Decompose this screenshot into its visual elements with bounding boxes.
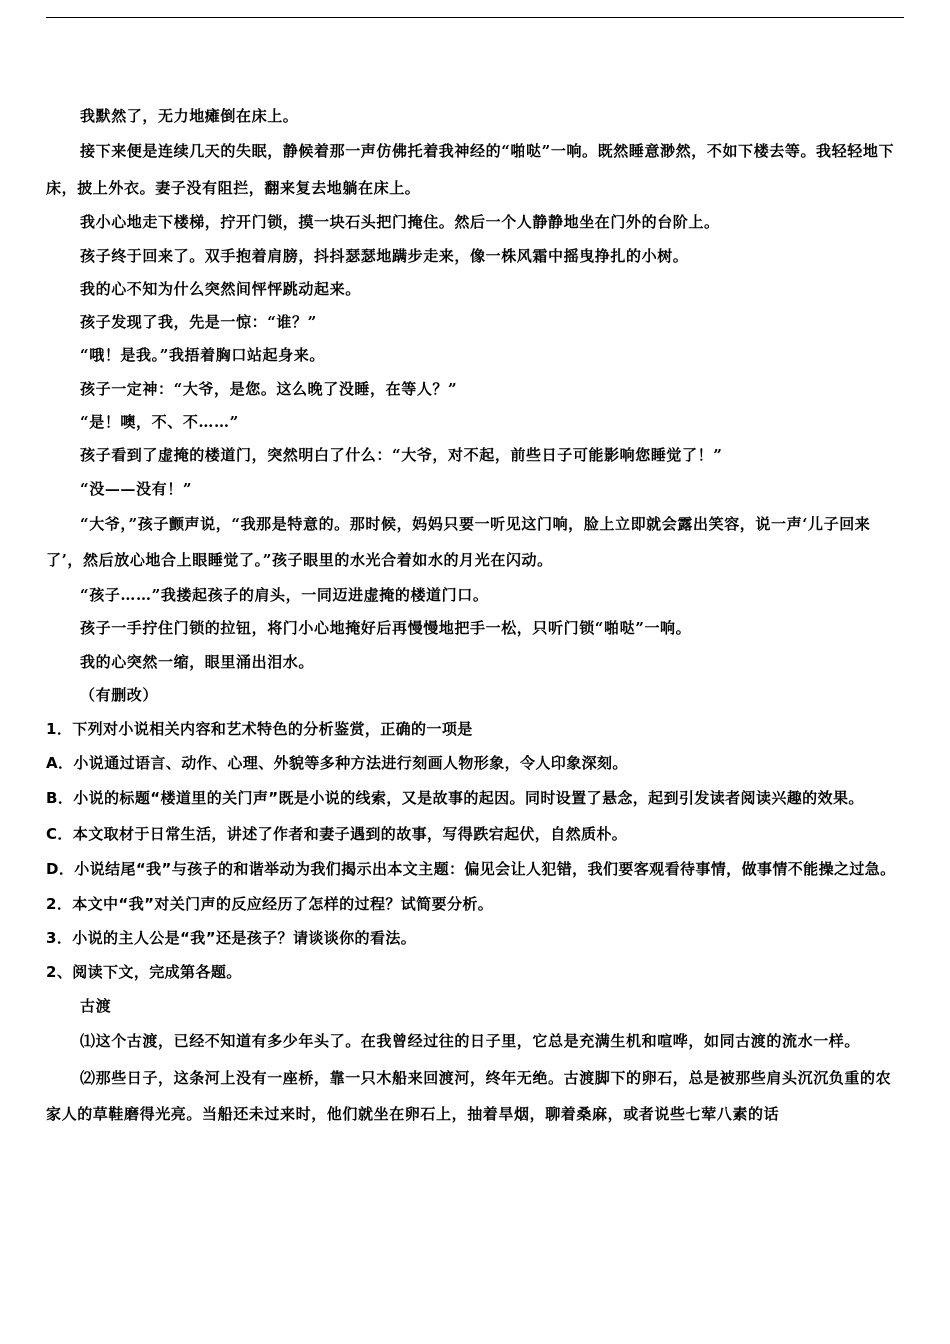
option-d: D．小说结尾“我”与孩子的和谐举动为我们揭示出本文主题：偏见会让人犯错，我们要客观看待事情，做事情不能操之过急。 <box>46 859 896 878</box>
header-rule <box>46 17 904 18</box>
story-paragraph: 孩子一手拧住门锁的拉钮，将门小心地掩好后再慢慢地把手一松，只听门锁“啪哒”一响。 <box>80 619 692 638</box>
section-2-paragraph: ⑴这个古渡，已经不知道有多少年头了。在我曾经过往的日子里，它总是充满生机和喧哗，如同古渡的流水一样。 <box>80 1032 861 1051</box>
question-1-stem: 1．下列对小说相关内容和艺术特色的分析鉴赏，正确的一项是 <box>46 720 473 739</box>
story-paragraph: 接下来便是连续几天的失眠，静候着那一声仿佛托着我神经的“啪哒”一响。既然睡意渺然，不如下楼去等。我轻轻地下床，披上外衣。妻子没有阻拦，翻来复去地躺在床上。 <box>46 142 895 197</box>
story-paragraph: 孩子一定神：“大爷，是您。这么晚了没睡，在等人？” <box>80 379 458 398</box>
option-c: C．本文取材于日常生活，讲述了作者和妻子遇到的故事，写得跌宕起伏，自然质朴。 <box>46 824 628 843</box>
section-2-text <box>46 989 904 1133</box>
story-paragraph: 孩子看到了虚掩的楼道门，突然明白了什么：“大爷，对不起，前些日子可能影响您睡觉了！” <box>80 446 723 465</box>
story-paragraph: 我的心不知为什么突然间怦怦跳动起来。 <box>80 279 361 298</box>
story-paragraph: 我默然了，无力地瘫倒在床上。 <box>80 107 299 125</box>
section-2-heading: 2、阅读下文，完成第各题。 <box>46 963 242 982</box>
story-paragraph: “孩子……”我搂起孩子的肩头，一同迈进虚掩的楼道门口。 <box>80 585 489 604</box>
option-a: A．小说通过语言、动作、心理、外貌等多种方法进行刻画人物形象，令人印象深刻。 <box>46 754 628 773</box>
section-2-paragraph: ⑵那些日子，这条河上没有一座桥，靠一只木船来回渡河，终年无绝。古渡脚下的卵石，总是被那些肩头沉沉负重的农家人的草鞋磨得光亮。当船还未过来时，他们就坐在卵石上，抽着旱烟，聊着桑麻，或者说些七荤八素的话 <box>46 1068 892 1124</box>
story-text <box>46 100 904 712</box>
story-paragraph: “是！噢，不、不……” <box>80 413 239 432</box>
story-paragraph: “没——没有！” <box>80 479 193 498</box>
source-note: （有删改） <box>80 685 159 704</box>
section-2-title: 古渡 <box>80 997 112 1016</box>
option-b: B．小说的标题“楼道里的关门声”既是小说的线索，又是故事的起因。同时设置了悬念，起到引发读者阅读兴趣的效果。 <box>46 789 864 808</box>
question-3: 3．小说的主人公是“我”还是孩子？请谈谈你的看法。 <box>46 929 417 948</box>
story-paragraph: 孩子发现了我，先是一惊：“谁？” <box>80 313 317 332</box>
story-paragraph: “哦！是我。”我捂着胸口站起身来。 <box>80 346 325 365</box>
page-content <box>46 100 904 1133</box>
story-paragraph: 我小心地走下楼梯，拧开门锁，摸一块石头把门掩住。然后一个人静静地坐在门外的台阶上。 <box>80 213 720 232</box>
story-paragraph: 我的心突然一缩，眼里涌出泪水。 <box>80 652 315 671</box>
question-2: 2．本文中“我”对关门声的反应经历了怎样的过程？试简要分析。 <box>46 895 494 914</box>
question-block <box>46 712 904 989</box>
story-paragraph: “大爷，”孩子颤声说，“我那是特意的。那时候，妈妈只要一听见这门响，脸上立即就会露出笑容，说一声‘儿子回来了’，然后放心地合上眼睡觉了。”孩子眼里的水光合着如水的月光在闪动。 <box>46 514 871 570</box>
story-paragraph: 孩子终于回来了。双手抱着肩膀，抖抖瑟瑟地蹒步走来，像一株风霜中摇曳挣扎的小树。 <box>80 246 689 265</box>
